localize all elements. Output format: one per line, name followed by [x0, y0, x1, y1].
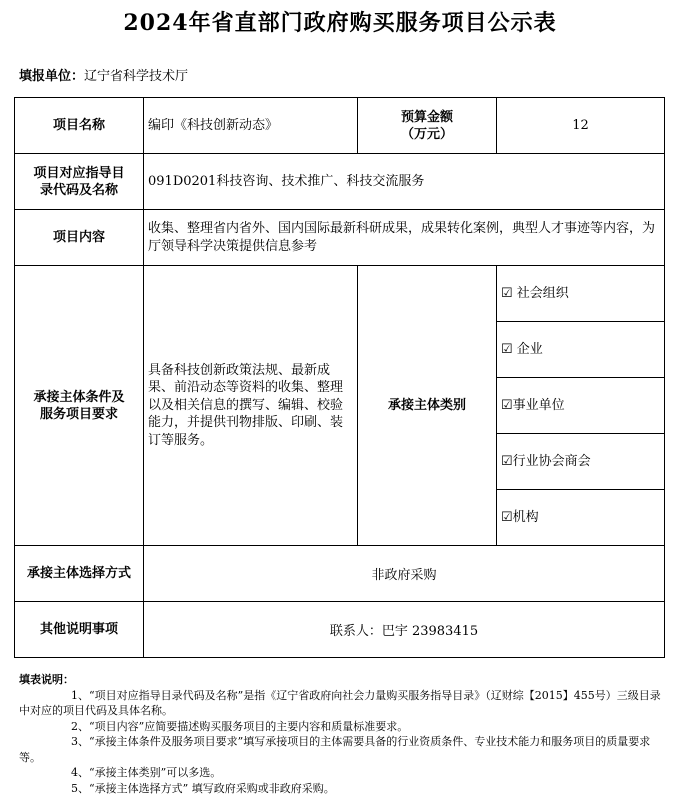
- category-item-social-organization: ☑ 社会组织: [501, 286, 569, 301]
- project-content-label: 项目内容: [15, 210, 144, 266]
- requirements-label: [15, 266, 144, 546]
- table-row: [15, 546, 665, 602]
- instruction-item: 1、“项目对应指导目录代码及名称”是指《辽宁省政府向社会力量购买服务指导目录》（辽财综【2015】455号）三级目录中对应的项目代码及具体名称。: [19, 688, 661, 717]
- table-row: [15, 154, 665, 210]
- category-label: 承接主体类别: [358, 266, 497, 546]
- catalog-code-label-line-2: 录代码及名称: [39, 182, 118, 198]
- other-notes-value: 联系人：巴宇 23983415: [144, 602, 665, 658]
- reporting-unit-label: 填报单位：: [19, 69, 85, 84]
- instruction-item: 3、“承接主体条件及服务项目要求”填写承接项目的主体需要具备的行业资质条件、专业技术能力和服务项目的质量要求等。: [19, 735, 651, 764]
- instruction-item: 2、“项目内容”应简要描述购买服务项目的主要内容和质量标准要求。: [71, 719, 409, 733]
- other-notes-label: 其他说明事项: [15, 602, 144, 658]
- catalog-code-value: 091D0201科技咨询、技术推广、科技交流服务: [144, 154, 665, 210]
- category-checkbox-list: [497, 266, 665, 546]
- page-title: 2024年省直部门政府购买服务项目公示表: [123, 10, 557, 36]
- instruction-item: 4、“承接主体类别”可以多选。: [71, 766, 222, 779]
- reporting-unit-value: 辽宁省科学技术厅: [84, 69, 189, 84]
- project-name-value: 编印《科技创新动态》: [144, 98, 358, 154]
- table-row: [15, 98, 665, 154]
- reporting-unit: [19, 65, 188, 84]
- requirements-label-line-1: 承接主体条件及: [33, 389, 125, 405]
- catalog-code-label-line-1: 项目对应指导目: [33, 165, 125, 181]
- selection-method-label: 承接主体选择方式: [15, 546, 144, 602]
- table-row: [15, 602, 665, 658]
- category-item-public-institution: ☑事业单位: [497, 377, 664, 433]
- instruction-item: 5、“承接主体选择方式” 填写政府采购或非政府采购。: [71, 781, 335, 795]
- project-content-value: 收集、整理省内省外、国内国际最新科研成果，成果转化案例，典型人才事迹等内容，为厅领导科学决策提供信息参考: [144, 210, 665, 266]
- project-name-label: 项目名称: [15, 98, 144, 154]
- budget-label-line-2: （万元）: [400, 126, 453, 142]
- catalog-code-label: [15, 154, 144, 210]
- filling-instructions: [19, 672, 669, 796]
- budget-label: [358, 98, 497, 154]
- selection-method-value: 非政府采购: [144, 546, 665, 602]
- budget-label-line-1: 预算金额: [400, 109, 453, 125]
- category-item-agency: ☑机构: [497, 489, 664, 545]
- requirements-label-line-2: 服务项目要求: [39, 406, 118, 422]
- requirements-value: 具备科技创新政策法规、最新成果、前沿动态等资料的收集、整理以及相关信息的撰写、编辑、校验能力，并提供刊物排版、印刷、装订等服务。: [144, 266, 358, 546]
- instructions-title: 填表说明：: [19, 673, 74, 686]
- table-row: [15, 210, 665, 266]
- category-item-industry-association: ☑行业协会商会: [497, 433, 664, 489]
- category-item-enterprise: ☑ 企业: [497, 321, 664, 377]
- publicity-table: [14, 97, 665, 658]
- budget-value: 12: [497, 98, 665, 154]
- table-row: [15, 266, 665, 546]
